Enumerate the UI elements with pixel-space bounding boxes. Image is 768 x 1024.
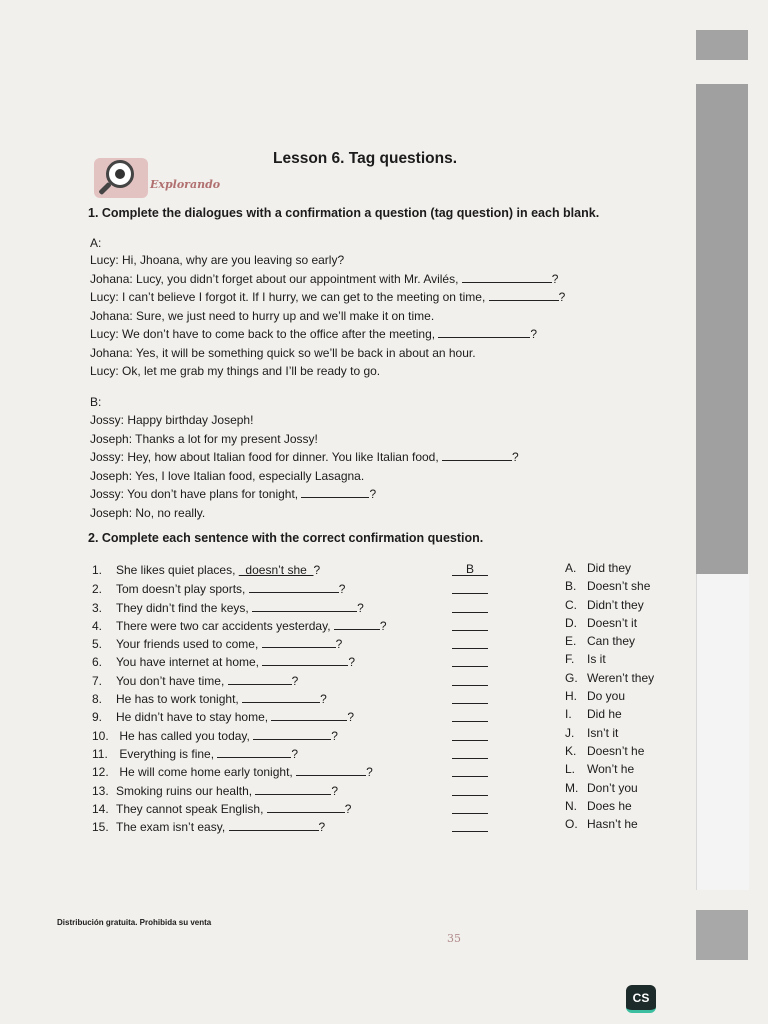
- dialogue-line: [90, 325, 565, 344]
- question-mark: ?: [320, 692, 327, 707]
- question-mark: ?: [347, 710, 355, 725]
- option-text: Isn’t it: [587, 725, 619, 740]
- answer-blank[interactable]: [301, 486, 369, 498]
- answer-blank[interactable]: [271, 709, 347, 721]
- question-mark: ?: [291, 673, 299, 688]
- letter-answer-blank[interactable]: [452, 691, 488, 704]
- page-number: 35: [447, 932, 461, 945]
- question-mark: ?: [331, 783, 339, 798]
- letter-answer-blank[interactable]: [452, 728, 488, 741]
- option-item: [565, 744, 654, 762]
- dialogue-line: [90, 504, 519, 523]
- option-text: Is it: [587, 652, 606, 667]
- question-mark: ?: [338, 582, 346, 597]
- dialogue-text: Lucy: I can’t believe I forgot it. If I hurry, we can get to the meeting on time,: [90, 290, 489, 304]
- exercise-row: [92, 819, 387, 837]
- question-mark: ?: [318, 820, 326, 835]
- answer-blank[interactable]: [252, 600, 357, 612]
- option-item: [565, 799, 654, 817]
- dialogue-text: Johana: Yes, it will be something quick so we’ll be back in about an hour.: [90, 345, 476, 360]
- dialogue-line: [90, 467, 519, 486]
- exercise-row: [92, 764, 387, 782]
- answer-blank[interactable]: [262, 636, 336, 648]
- answer-blank[interactable]: [489, 289, 559, 301]
- option-text: Can they: [587, 634, 636, 649]
- logo-text: Explorando: [150, 178, 221, 191]
- answer-blank[interactable]: [217, 746, 291, 758]
- dialogue-text: Lucy: We don’t have to come back to the office after the meeting,: [90, 327, 439, 341]
- letter-answer-blank[interactable]: [452, 764, 488, 777]
- option-item: [565, 652, 654, 670]
- exercise-text: Your friends used to come,: [116, 637, 262, 652]
- option-text: Do you: [587, 689, 626, 704]
- answer-blank[interactable]: [262, 654, 348, 666]
- letter-answer-blank[interactable]: [452, 618, 488, 631]
- option-letter: M.: [565, 780, 579, 795]
- option-text: Did he: [587, 707, 622, 722]
- letter-answer-blank[interactable]: [452, 600, 488, 613]
- exercise-text: Smoking ruins our health,: [116, 783, 256, 798]
- exercise-row: [92, 709, 387, 727]
- exercise-number: 7.: [92, 673, 103, 688]
- option-item: [565, 726, 654, 744]
- letter-answer-blank[interactable]: [452, 801, 488, 814]
- dialogue-text: Johana: Lucy, you didn’t forget about our appointment with Mr. Avilés,: [90, 271, 462, 286]
- exercise-number: 14.: [92, 801, 109, 816]
- option-item: [565, 579, 654, 597]
- dialogue-text: Joseph: No, no really.: [90, 505, 206, 520]
- answer-blank[interactable]: [296, 764, 366, 776]
- option-text: Doesn’t she: [587, 579, 651, 594]
- exercise-number: 15.: [92, 820, 109, 835]
- dialogue-line: [90, 485, 519, 504]
- exercise-number: 2.: [92, 582, 103, 597]
- exercise-row: [92, 562, 474, 581]
- exercise-row: [92, 746, 387, 764]
- exercise-number: 13.: [92, 783, 109, 798]
- option-letter: D.: [565, 615, 577, 630]
- exercise-row: [92, 801, 387, 819]
- exercise-number: 5.: [92, 637, 103, 652]
- answer-blank[interactable]: [253, 728, 331, 740]
- answer-blank[interactable]: [442, 449, 512, 461]
- answer-blank[interactable]: [228, 673, 292, 685]
- option-text: Doesn’t he: [587, 743, 645, 758]
- option-letter: G.: [565, 670, 578, 685]
- section1-heading: 1. Complete the dialogues with a confirmation a question (tag question) in each blank.: [88, 206, 600, 220]
- dialogue-text: Jossy: You don’t have plans for tonight,: [90, 487, 302, 501]
- exercise-text: There were two car accidents yesterday,: [116, 618, 334, 633]
- option-letter: H.: [565, 689, 577, 704]
- answer-blank[interactable]: [242, 691, 320, 703]
- exercise-number: 10.: [92, 728, 109, 743]
- answer-blank[interactable]: [255, 783, 331, 795]
- exercise-text: Everything is fine,: [116, 746, 218, 761]
- side-tab-bottom: [696, 910, 748, 960]
- exercise-text: He has called you today,: [116, 728, 254, 743]
- option-item: [565, 671, 654, 689]
- exercise-text: The exam isn’t easy,: [116, 820, 229, 835]
- letter-answer-blank[interactable]: [452, 654, 488, 667]
- exercise-number: 4.: [92, 618, 103, 633]
- dialogue-text: Lucy: Ok, let me grab my things and I’ll be ready to go.: [90, 364, 381, 378]
- exercise-text: She likes quiet places,: [116, 563, 239, 577]
- answer-blank[interactable]: [229, 819, 319, 831]
- option-text: Don’t you: [587, 780, 638, 795]
- exercise-text: You have internet at home,: [116, 655, 263, 670]
- exercise-text: They cannot speak English,: [116, 801, 267, 816]
- letter-answer-blank[interactable]: [452, 673, 488, 686]
- dialogue-line: [90, 430, 519, 449]
- filled-answer[interactable]: doesn’t she: [238, 563, 314, 577]
- dialogue-a: [90, 251, 565, 381]
- dialogue-line: [90, 344, 565, 363]
- question-mark: ?: [551, 271, 559, 286]
- letter-answer-blank[interactable]: [452, 746, 488, 759]
- dialogue-line: [90, 251, 565, 270]
- question-mark: ?: [366, 765, 373, 780]
- option-letter: C.: [565, 597, 577, 612]
- exercise-row: [92, 728, 387, 746]
- exercise-text: Tom doesn’t play sports,: [116, 582, 249, 597]
- answer-blank[interactable]: [334, 618, 380, 630]
- exercise-row: [92, 654, 387, 672]
- exercise-row: [92, 673, 387, 691]
- side-tab-light: [696, 574, 749, 890]
- option-letter: O.: [565, 817, 578, 832]
- letter-answer-blank[interactable]: [452, 581, 488, 594]
- question-mark: ?: [558, 290, 566, 304]
- exercise-row: [92, 783, 387, 801]
- question-mark: ?: [379, 618, 387, 633]
- exercise-text: You don’t have time,: [116, 673, 228, 688]
- options-list: [565, 561, 654, 835]
- question-mark: ?: [331, 728, 338, 743]
- option-letter: A.: [565, 561, 577, 575]
- letter-answer-blank[interactable]: [452, 636, 488, 649]
- option-text: Won’t he: [587, 762, 635, 777]
- camscanner-badge: CS: [626, 985, 656, 1013]
- exercise-row: [92, 600, 387, 618]
- option-item: [565, 634, 654, 652]
- question-mark: ?: [369, 487, 377, 501]
- option-text: Did they: [587, 561, 632, 575]
- dialogue-line: [90, 362, 565, 381]
- letter-answer-blank[interactable]: [452, 819, 488, 832]
- option-item: [565, 762, 654, 780]
- dialogue-line: [90, 270, 565, 289]
- option-item: [565, 561, 654, 579]
- answer-blank[interactable]: [249, 581, 339, 593]
- option-item: [565, 817, 654, 835]
- exercise-text: He didn’t have to stay home,: [116, 710, 272, 725]
- letter-answer-blank[interactable]: [452, 709, 488, 722]
- dialogue-b: [90, 411, 519, 522]
- page-title: Lesson 6. Tag questions.: [272, 150, 458, 167]
- dialogue-text: Johana: Sure, we just need to hurry up and we’ll make it on time.: [90, 308, 435, 323]
- exercise-row: [92, 691, 387, 709]
- dialogue-line: [90, 307, 565, 326]
- option-letter: I.: [565, 707, 572, 722]
- option-text: Does he: [587, 798, 632, 813]
- exercise-text: He has to work tonight,: [116, 692, 243, 707]
- option-item: [565, 689, 654, 707]
- exercise-row: [92, 618, 387, 636]
- option-letter: F.: [565, 652, 575, 667]
- exercise-text: They didn’t find the keys,: [116, 600, 253, 615]
- option-letter: E.: [565, 634, 577, 649]
- exercise-number: 8.: [92, 692, 103, 707]
- answer-blank[interactable]: [438, 326, 530, 338]
- footer-text: Distribución gratuita. Prohibida su venta: [57, 918, 212, 927]
- dialogue-text: Joseph: Yes, I love Italian food, especially Lasagna.: [90, 468, 365, 483]
- question-mark: ?: [530, 327, 538, 341]
- dialogue-text: Jossy: Happy birthday Joseph!: [90, 413, 254, 427]
- exercise-number: 9.: [92, 710, 103, 725]
- exercise-list: [92, 562, 474, 837]
- exercise-number: 6.: [92, 655, 103, 670]
- question-mark: ?: [313, 563, 321, 577]
- exercise-number: 1.: [92, 563, 103, 577]
- side-tab-top: [696, 30, 748, 60]
- exercise-text: He will come home early tonight,: [116, 765, 297, 780]
- option-text: Doesn’t it: [587, 615, 638, 630]
- option-letter: K.: [565, 743, 577, 758]
- question-mark: ?: [344, 801, 352, 816]
- exercise-number: 12.: [92, 765, 109, 780]
- question-mark: ?: [291, 746, 299, 761]
- dialogue-b-label: B:: [90, 395, 102, 409]
- option-letter: B.: [565, 579, 577, 594]
- option-letter: J.: [565, 725, 575, 740]
- dialogue-line: [90, 288, 565, 307]
- exercise-number: 3.: [92, 600, 103, 615]
- question-mark: ?: [512, 450, 519, 464]
- dialogue-a-label: A:: [90, 236, 102, 250]
- question-mark: ?: [335, 637, 343, 652]
- option-letter: L.: [565, 762, 576, 777]
- letter-answer-blank[interactable]: B: [452, 563, 488, 576]
- option-text: Didn’t they: [587, 597, 644, 612]
- letter-answer-blank[interactable]: [452, 783, 488, 796]
- question-mark: ?: [357, 600, 364, 615]
- exercise-row: [92, 636, 387, 654]
- dialogue-line: [90, 411, 519, 430]
- option-item: [565, 781, 654, 799]
- section2-heading: 2. Complete each sentence with the correct confirmation question.: [88, 531, 484, 545]
- exercise-row: [92, 581, 387, 599]
- dialogue-line: [90, 448, 519, 467]
- dialogue-text: Joseph: Thanks a lot for my present Jossy!: [90, 431, 318, 446]
- dialogue-text: Jossy: Hey, how about Italian food for dinner. You like Italian food,: [90, 450, 443, 464]
- option-item: [565, 707, 654, 725]
- option-text: Weren’t they: [587, 670, 655, 685]
- answer-blank[interactable]: [462, 271, 552, 283]
- option-item: [565, 616, 654, 634]
- question-mark: ?: [348, 655, 356, 670]
- dialogue-text: Lucy: Hi, Jhoana, why are you leaving so early?: [90, 253, 345, 267]
- option-item: [565, 598, 654, 616]
- answer-blank[interactable]: [267, 801, 345, 813]
- option-letter: N.: [565, 798, 577, 813]
- exercise-number: 11.: [92, 746, 108, 761]
- option-text: Hasn’t he: [587, 817, 638, 832]
